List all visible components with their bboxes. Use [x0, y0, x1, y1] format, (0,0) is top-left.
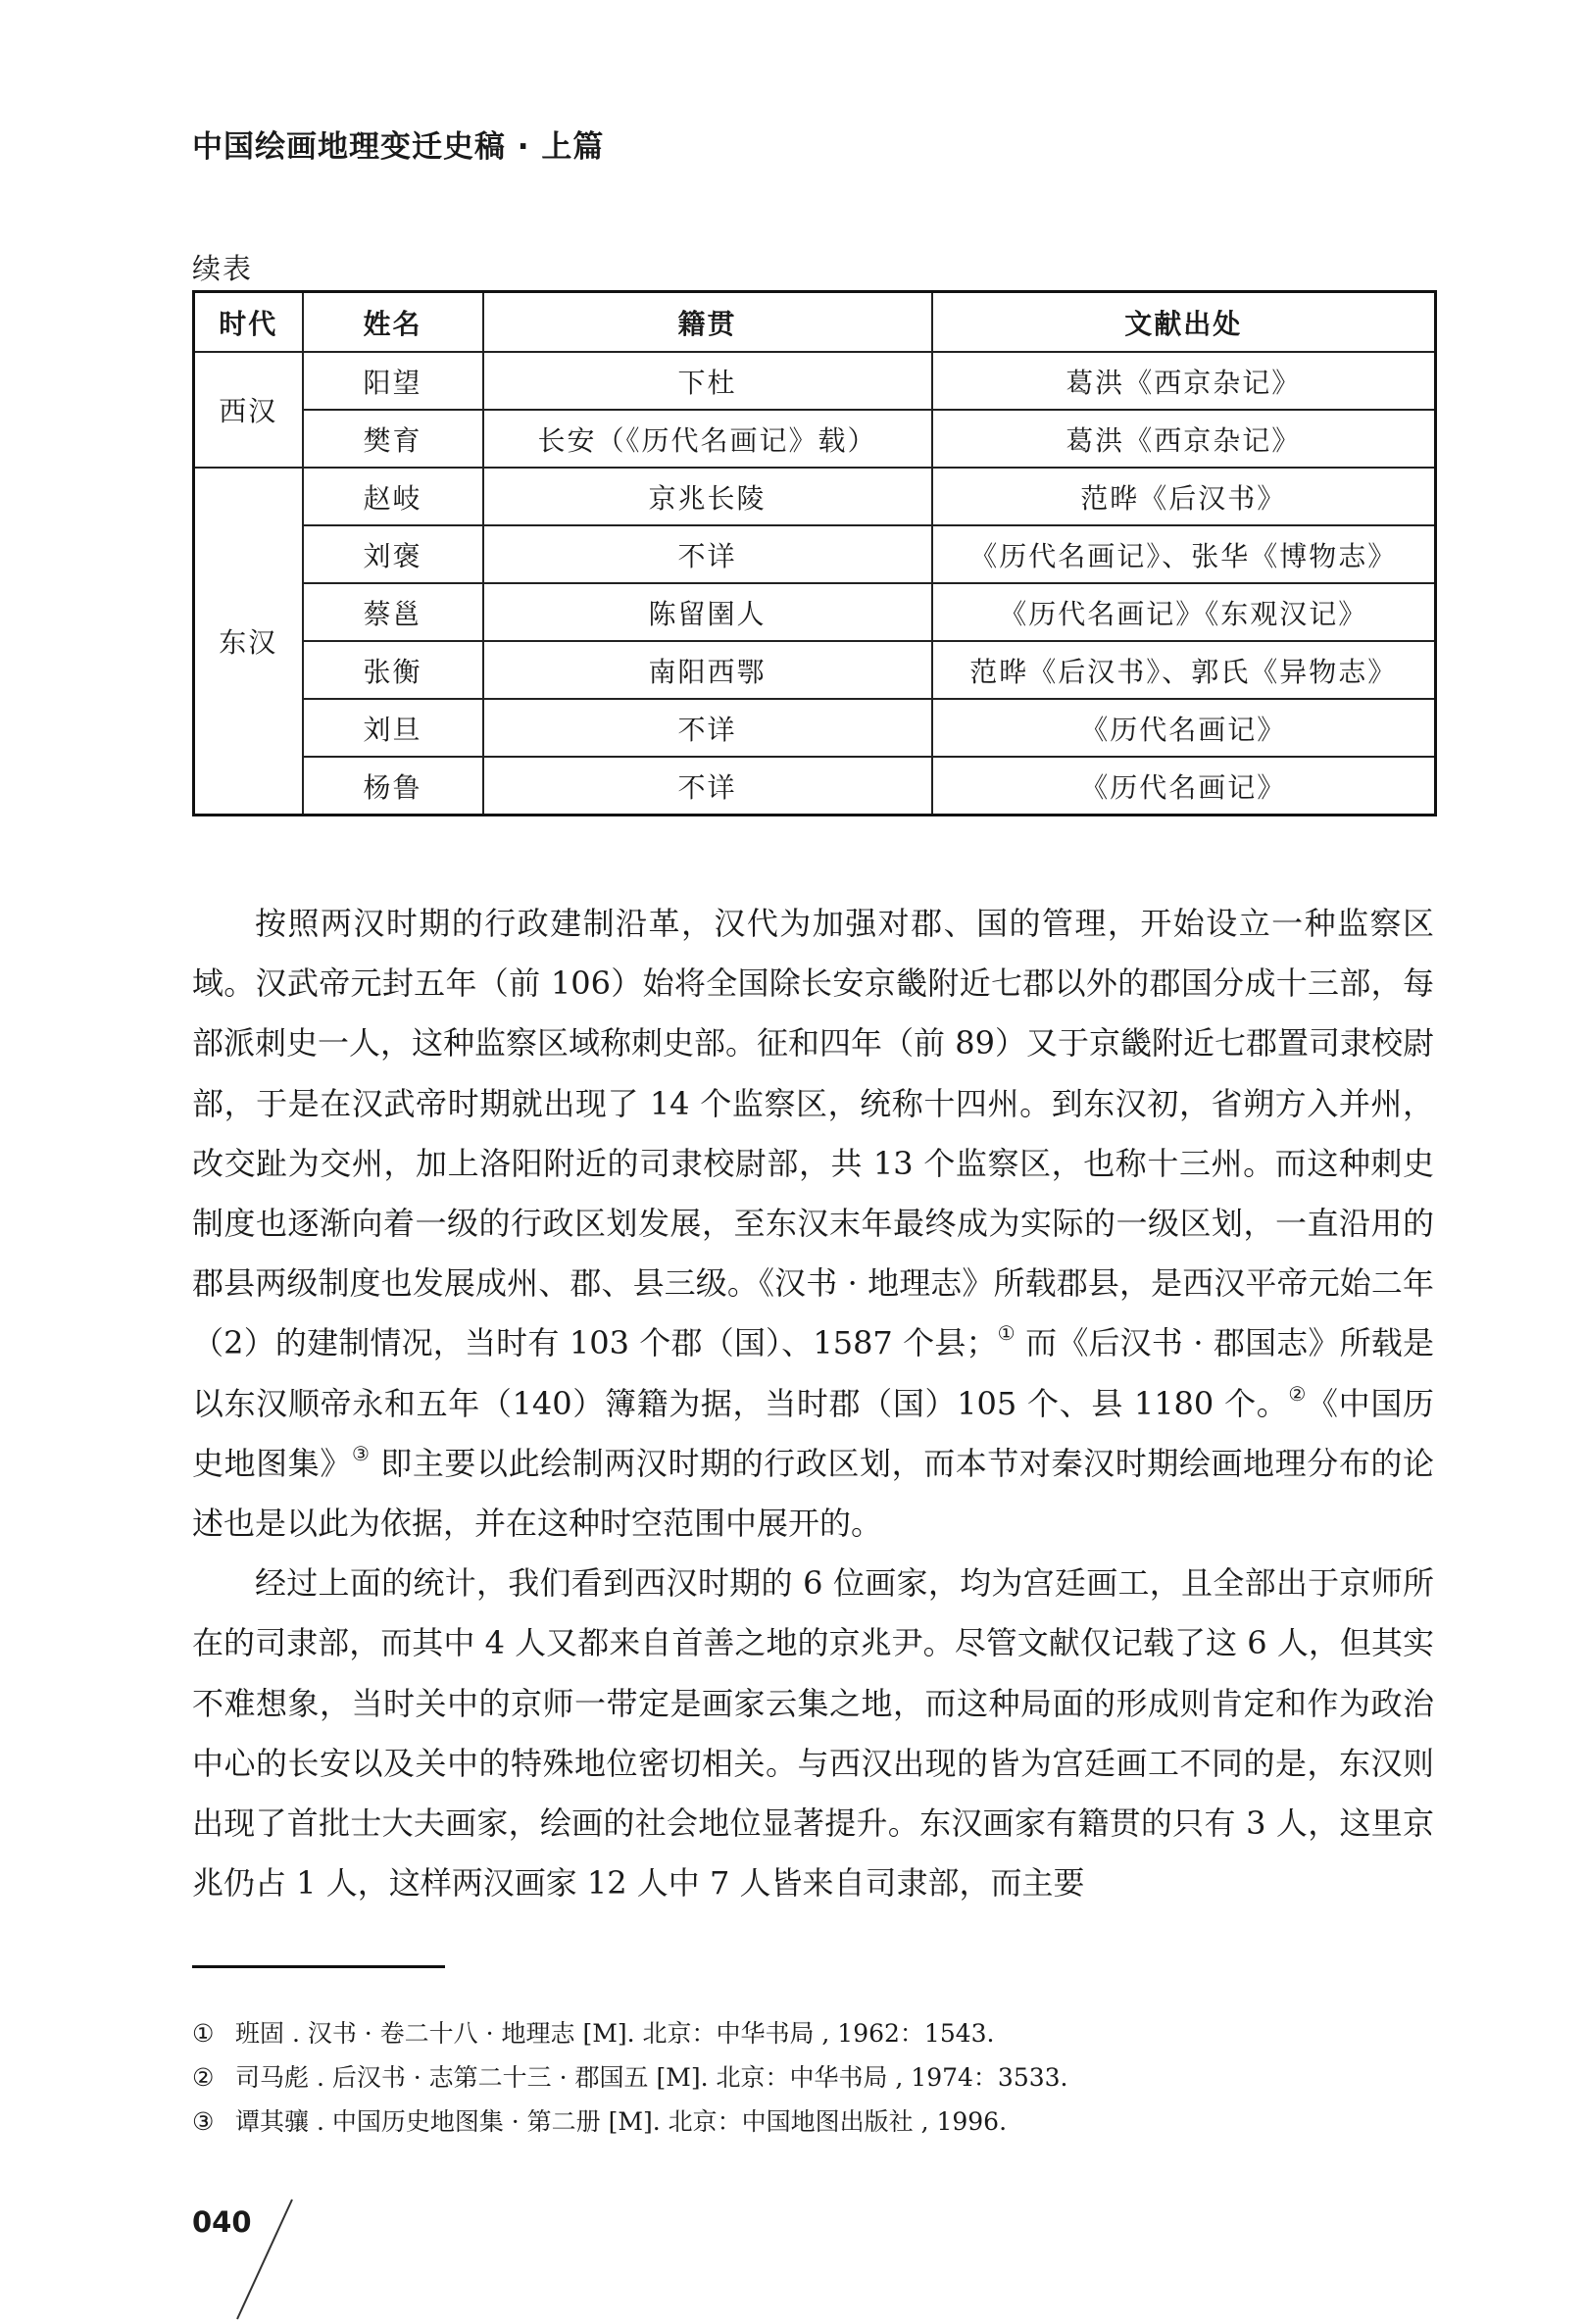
- name-cell: 杨鲁: [303, 757, 483, 816]
- footnote-ref: ①: [997, 1321, 1016, 1346]
- footnote-mark: ③: [192, 2107, 215, 2136]
- table-row: [194, 583, 1436, 641]
- page-number-slash: [225, 2196, 304, 2323]
- footnote-mark: ①: [192, 2019, 215, 2048]
- table-row: [194, 525, 1436, 583]
- origin-cell: 不详: [483, 757, 932, 816]
- footnote-text: 司马彪 . 后汉书 · 志第二十三 · 郡国五 [M]. 北京：中华书局 , 1974：3533.: [235, 2063, 1068, 2092]
- origin-cell: 长安（《历代名画记》载）: [483, 410, 932, 468]
- era-cell: 东汉: [194, 468, 303, 816]
- era-cell: 西汉: [194, 352, 303, 468]
- source-cell: 范晔《后汉书》: [932, 468, 1436, 525]
- footnote: [192, 2011, 1434, 2055]
- footnote-ref: ②: [1288, 1381, 1308, 1406]
- footnote: [192, 2100, 1434, 2144]
- name-cell: 刘旦: [303, 699, 483, 757]
- paragraph-text: 按照两汉时期的行政建制沿革，汉代为加强对郡、国的管理，开始设立一种监察区域。汉武帝元封五年（前 106）始将全国除长安京畿附近七郡以外的郡国分成十三部，每部派刺史一人，这种监察区域称刺史部。征和四年（前 89）又于京畿附近七郡置司隶校尉部，于是在汉武帝时期就出现了 14 个监察区，统称十四州。到东汉初，省朔方入并州，改交趾为交州，加上洛阳附近的司隶校尉部，共 13 个监察区，也称十三州。而这种刺史制度也逐渐向着一级的行政区划发展，至东汉末年最终成为实际的一级区划，一直沿用的郡县两级制度也发展成州、郡、县三级。《汉书 · 地理志》所载郡县，是西汉平帝元始二年（2）的建制情况，当时有 103 个郡（国）、1587 个县；: [192, 905, 1434, 1362]
- source-cell: 《历代名画记》: [932, 757, 1436, 816]
- name-cell: 刘褒: [303, 525, 483, 583]
- footnote-text: 班固 . 汉书 · 卷二十八 · 地理志 [M]. 北京：中华书局 , 1962：1543.: [235, 2019, 995, 2048]
- origin-cell: 陈留圉人: [483, 583, 932, 641]
- paragraph-text: 《中国历史地图集》: [192, 1384, 1434, 1482]
- painters-table: [192, 290, 1437, 816]
- table-header-row: [194, 292, 1436, 353]
- origin-cell: 京兆长陵: [483, 468, 932, 525]
- footnote-divider: [192, 1965, 445, 1968]
- origin-cell: 南阳西鄂: [483, 641, 932, 699]
- source-cell: 范晔《后汉书》、郭氏《异物志》: [932, 641, 1436, 699]
- origin-cell: 不详: [483, 699, 932, 757]
- col-header-origin: 籍贯: [483, 292, 932, 353]
- footnote-text: 谭其骧 . 中国历史地图集 · 第二册 [M]. 北京：中国地图出版社 , 1996.: [235, 2107, 1008, 2136]
- table-row: [194, 757, 1436, 816]
- source-cell: 《历代名画记》《东观汉记》: [932, 583, 1436, 641]
- table-row: [194, 410, 1436, 468]
- name-cell: 樊育: [303, 410, 483, 468]
- name-cell: 蔡邕: [303, 583, 483, 641]
- name-cell: 赵岐: [303, 468, 483, 525]
- origin-cell: 下杜: [483, 352, 932, 410]
- paragraph-text: 而《后汉书 · 郡国志》所载是以东汉顺帝永和五年（140）簿籍为据，当时郡（国）105 个、县 1180 个。: [192, 1324, 1434, 1422]
- source-cell: 《历代名画记》: [932, 699, 1436, 757]
- running-header: 中国绘画地理变迁史稿 · 上篇: [192, 129, 605, 165]
- page-number: 040: [192, 2205, 252, 2239]
- paragraph: [192, 894, 1434, 1554]
- paragraph-text: 即主要以此绘制两汉时期的行政区划，而本节对秦汉时期绘画地理分布的论述也是以此为依据，并在这种时空范围中展开的。: [192, 1444, 1434, 1543]
- table-row: [194, 352, 1436, 410]
- name-cell: 张衡: [303, 641, 483, 699]
- paragraph: 经过上面的统计，我们看到西汉时期的 6 位画家，均为宫廷画工，且全部出于京师所在的司隶部，而其中 4 人又都来自首善之地的京兆尹。尽管文献仅记载了这 6 人，但其实不难想象，当时关中的京师一带定是画家云集之地，而这种局面的形成则肯定和作为政治中心的长安以及关中的特殊地位密切相关。与西汉出现的皆为宫廷画工不同的是，东汉则出现了首批士大夫画家，绘画的社会地位显著提升。东汉画家有籍贯的只有 3 人，这里京兆仍占 1 人，这样两汉画家 12 人中 7 人皆来自司隶部，而主要: [192, 1564, 1434, 1903]
- table-row: [194, 699, 1436, 757]
- source-cell: 葛洪《西京杂记》: [932, 410, 1436, 468]
- name-cell: 阳望: [303, 352, 483, 410]
- footnote-mark: ②: [192, 2063, 215, 2092]
- footnote: [192, 2055, 1434, 2100]
- table-row: [194, 468, 1436, 525]
- col-header-source: 文献出处: [932, 292, 1436, 353]
- source-cell: 《历代名画记》、张华《博物志》: [932, 525, 1436, 583]
- table-row: [194, 641, 1436, 699]
- origin-cell: 不详: [483, 525, 932, 583]
- col-header-era: 时代: [194, 292, 303, 353]
- col-header-name: 姓名: [303, 292, 483, 353]
- footnotes: [192, 2011, 1434, 2144]
- table-caption: 续表: [192, 252, 254, 285]
- body-text: [192, 894, 1434, 1913]
- footnote-ref: ③: [351, 1441, 371, 1465]
- source-cell: 葛洪《西京杂记》: [932, 352, 1436, 410]
